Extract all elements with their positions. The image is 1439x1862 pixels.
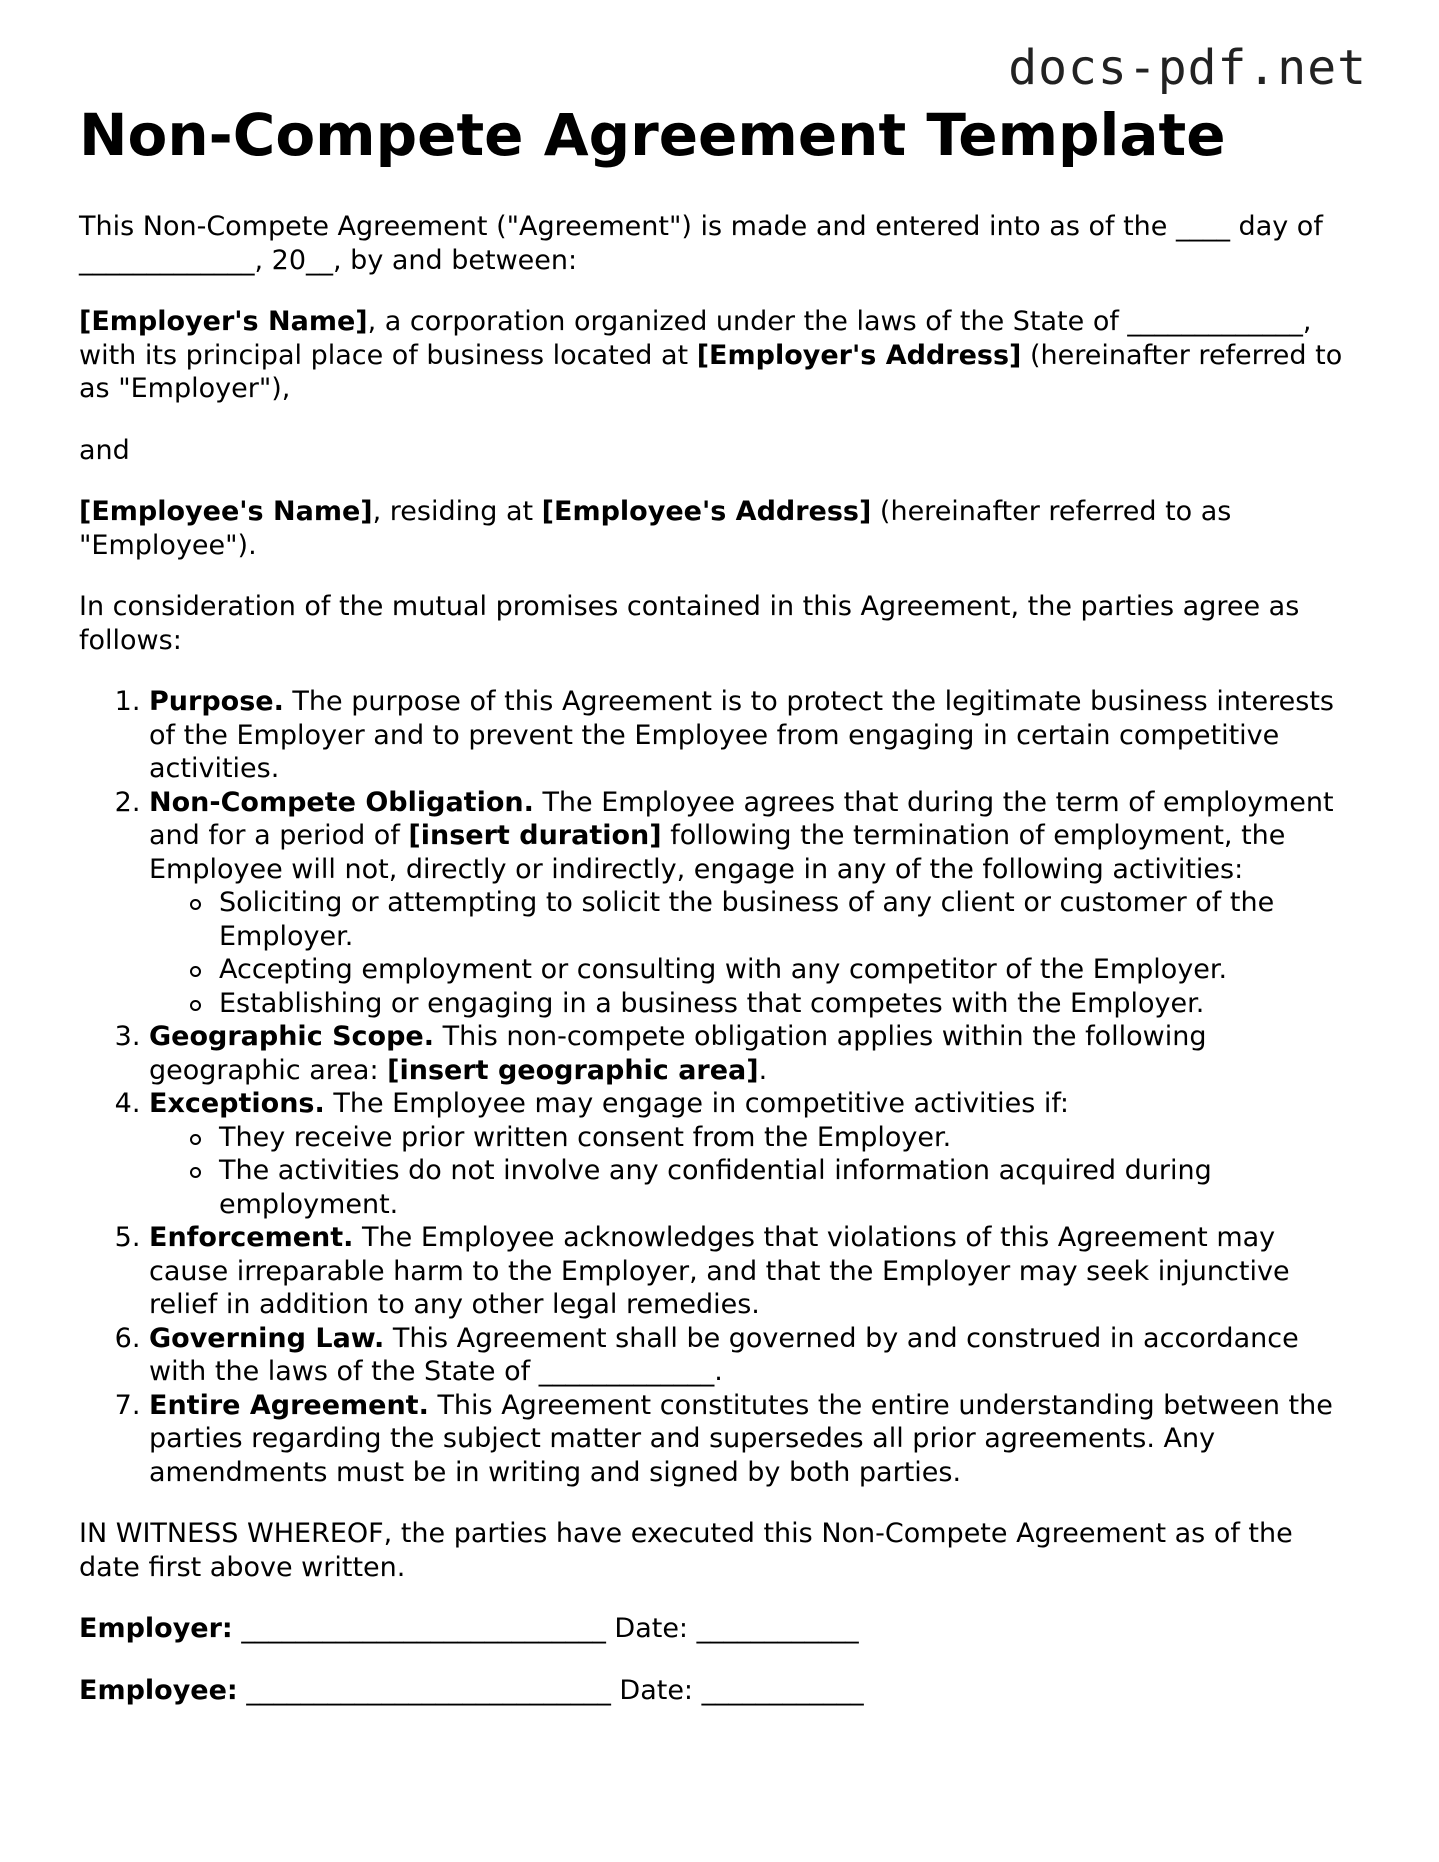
employee-address-placeholder: [Employee's Address] (541, 496, 872, 527)
employee-party-text: , residing at (372, 496, 542, 527)
exceptions-list (149, 1121, 1361, 1222)
and-text: and (79, 434, 130, 466)
term-text: The Employee agrees that during the term of employment and for a period of (149, 786, 1334, 851)
term-geographic-scope (149, 1020, 1361, 1087)
list-item: The activities do not involve any confidential information acquired during employment. (219, 1154, 1361, 1221)
term-purpose (149, 685, 1361, 786)
employee-party-paragraph (79, 495, 1361, 562)
document-title: Non-Compete Agreement Template (79, 101, 1226, 169)
intro-paragraph: This Non-Compete Agreement ("Agreement") is made and entered into as of the ____ day of _____________, 20__, by and between: (79, 211, 1323, 276)
duration-placeholder: [insert duration] (408, 820, 662, 851)
site-watermark: docs-pdf.net (1008, 40, 1367, 96)
term-text: This non-compete obligation applies within the following geographic area: (149, 1021, 1207, 1086)
list-item: They receive prior written consent from the Employer. (219, 1121, 1361, 1155)
term-text: The Employee acknowledges that violations of this Agreement may cause irreparable harm to the Employer, and that the Employer may seek injunctive relief in addition to any other legal remedies. (149, 1222, 1290, 1320)
employee-signature-line (79, 1674, 1361, 1708)
term-heading: Non-Compete Obligation. (149, 786, 534, 818)
employer-address-placeholder: [Employer's Address] (696, 339, 1022, 371)
term-text: following the termination of employment, the Employee will not, directly or indirectly, engage in any of the following activities: (149, 820, 1286, 885)
employee-party-suffix: (hereinafter referred to as "Employee"). (79, 496, 1232, 561)
term-exceptions (149, 1087, 1361, 1221)
signature-blank: ___________________________ Date: ____________ (232, 1613, 859, 1644)
term-heading: Purpose. (149, 686, 284, 717)
prohibited-activities-list (149, 886, 1361, 1020)
terms-list (79, 685, 1361, 1489)
signature-label: Employer: (79, 1613, 233, 1644)
term-heading: Enforcement. (149, 1222, 354, 1253)
term-heading: Geographic Scope. (149, 1021, 434, 1052)
term-text: The purpose of this Agreement is to protect the legitimate business interests of the Employer and to prevent the Employee from engaging in certain competitive activities. (149, 686, 1334, 784)
employer-name-placeholder: [Employer's Name] (79, 306, 368, 337)
term-enforcement (149, 1221, 1361, 1322)
term-non-compete-obligation (149, 786, 1361, 1021)
geographic-area-placeholder: [insert geographic area] (387, 1054, 759, 1086)
term-heading: Entire Agreement. (149, 1389, 429, 1421)
list-item: Accepting employment or consulting with any competitor of the Employer. (219, 953, 1361, 987)
list-item: Establishing or engaging in a business that competes with the Employer. (219, 987, 1361, 1021)
term-governing-law (149, 1322, 1361, 1389)
term-text: The Employee may engage in competitive activities if: (324, 1088, 1070, 1119)
term-text: This Agreement constitutes the entire understanding between the parties regarding the subject matter and supersedes all prior agreements. Any amendments must be in writing and signed by both parties. (149, 1389, 1333, 1488)
term-entire-agreement (149, 1389, 1361, 1490)
signature-label: Employee: (79, 1674, 238, 1706)
employer-party-suffix: (hereinafter referred to as "Employer"), (79, 339, 1343, 404)
list-item: Soliciting or attempting to solicit the business of any client or customer of the Employer. (219, 886, 1361, 953)
document-page (79, 100, 1361, 1735)
employer-party-text: , a corporation organized under the laws of the State of _____________, with its principal place of business located at (79, 306, 1312, 371)
term-heading: Exceptions. (149, 1088, 325, 1119)
employer-signature-line (79, 1612, 1361, 1646)
employee-name-placeholder: [Employee's Name] (79, 496, 373, 527)
term-text: This Agreement shall be governed by and construed in accordance with the laws of the State of _____________. (149, 1322, 1299, 1387)
witness-paragraph: IN WITNESS WHEREOF, the parties have executed this Non-Compete Agreement as of the date first above written. (79, 1518, 1293, 1583)
term-heading: Governing Law. (149, 1322, 385, 1354)
employer-party-paragraph (79, 305, 1361, 406)
term-text: . (758, 1054, 768, 1086)
consideration-paragraph: In consideration of the mutual promises contained in this Agreement, the parties agree as follows: (79, 591, 1300, 656)
signature-blank: ___________________________ Date: ____________ (237, 1674, 864, 1706)
